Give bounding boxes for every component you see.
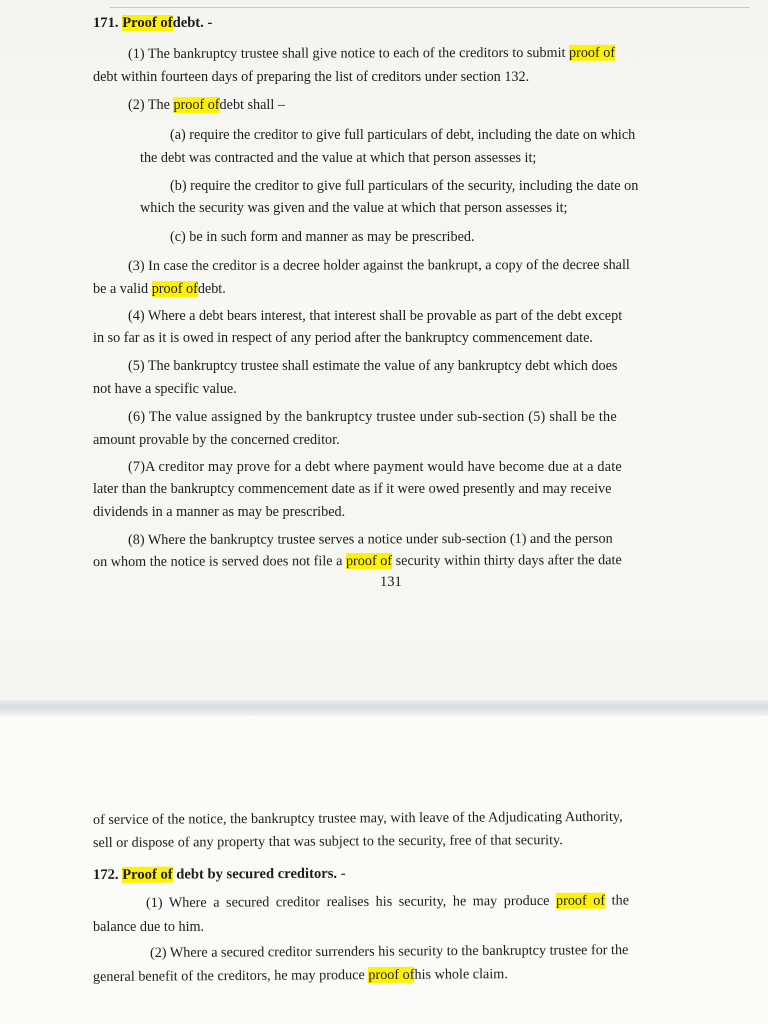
highlight: proof of	[173, 97, 220, 113]
text: be a valid	[93, 281, 149, 297]
paragraph-1-line-2: debt within fourteen days of preparing the list of creditors under section 132.	[93, 69, 530, 85]
clause-b-line-2: which the security was given and the value at which that person assesses it;	[140, 200, 568, 216]
paragraph-7-line-2: later than the bankruptcy commencement date as if it were owed presently and may receive	[93, 481, 612, 497]
highlight: proof of	[568, 44, 616, 61]
page-number: 131	[380, 574, 402, 590]
subsection-2-line-1: (2) Where a secured creditor surrenders his security to the bankruptcy trustee for the	[149, 942, 629, 961]
paragraph-6-line-2: amount provable by the concerned creditor.	[93, 432, 340, 448]
paragraph-5-line-1: (5) The bankruptcy trustee shall estimate the value of any bankruptcy debt which does	[128, 358, 618, 374]
text: on whom the notice is served does not file a	[92, 553, 343, 570]
section-number: 171.	[93, 15, 119, 31]
clause-a-line-1: (a) require the creditor to give full particulars of debt, including the date on which	[170, 127, 636, 143]
subsection-2-line-2	[93, 965, 508, 986]
text: debt shall –	[219, 97, 285, 113]
highlight: proof of	[151, 281, 198, 297]
paragraph-3-line-2	[93, 280, 226, 298]
highlight: proof of	[345, 552, 393, 570]
paragraph-2	[128, 96, 285, 114]
continuation-line-1: of service of the notice, the bankruptcy trustee may, with leave of the Adjudicating Authority,	[92, 808, 623, 828]
paragraph-1-line-1	[128, 44, 615, 63]
subsection-1-line-1	[146, 891, 629, 912]
section-number: 172.	[92, 866, 119, 883]
clause-b-line-1: (b) require the creditor to give full particulars of the security, including the date on	[170, 178, 639, 194]
highlight: Proof of	[122, 15, 173, 31]
highlight: proof of	[555, 892, 606, 909]
section-171-heading	[93, 14, 212, 32]
paragraph-6-line-1: (6) The value assigned by the bankruptcy trustee under sub-section (5) shall be the	[128, 409, 617, 425]
text: (1) Where a secured creditor realises his security, he may produce	[145, 892, 550, 911]
paragraph-5-line-2: not have a specific value.	[93, 381, 237, 397]
text: his whole claim.	[414, 966, 508, 983]
section-172-heading	[93, 865, 346, 884]
page-fold	[0, 700, 768, 716]
paragraph-4-line-2: in so far as it is owed in respect of any period after the bankruptcy commencement date.	[93, 330, 593, 346]
heading-text: debt. -	[172, 15, 213, 31]
highlight: Proof of	[122, 866, 173, 883]
continuation-line-2: sell or dispose of any property that was subject to the security, free of that security.	[92, 832, 563, 851]
text: debt.	[197, 281, 226, 297]
top-rule	[110, 7, 750, 8]
text: security within thirty days after the date	[395, 552, 622, 569]
heading-text: debt by secured creditors. -	[176, 865, 346, 883]
paragraph-7-line-3: dividends in a manner as may be prescribed.	[93, 504, 346, 520]
paragraph-4-line-1: (4) Where a debt bears interest, that interest shall be provable as part of the debt except	[128, 308, 623, 324]
text: (2) The	[128, 97, 170, 113]
paragraph-8-line-2	[93, 551, 622, 571]
subsection-1-line-2: balance due to him.	[93, 919, 205, 935]
clause-c: (c) be in such form and manner as may be prescribed.	[170, 229, 475, 245]
paragraph-7-line-1: (7)A creditor may prove for a debt where payment would have become due at a date	[128, 459, 622, 475]
highlight: proof of	[368, 966, 415, 984]
text: (1) The bankruptcy trustee shall give notice to each of the creditors to submit	[127, 44, 566, 62]
paragraph-8-line-1: (8) Where the bankruptcy trustee serves a notice under sub-section (1) and the person	[127, 530, 613, 548]
text: the	[611, 892, 630, 909]
text: general benefit of the creditors, he may produce	[92, 967, 365, 985]
clause-a-line-2: the debt was contracted and the value at which that person assesses it;	[140, 150, 537, 166]
paragraph-3-line-1: (3) In case the creditor is a decree holder against the bankrupt, a copy of the decree shall	[127, 256, 630, 274]
